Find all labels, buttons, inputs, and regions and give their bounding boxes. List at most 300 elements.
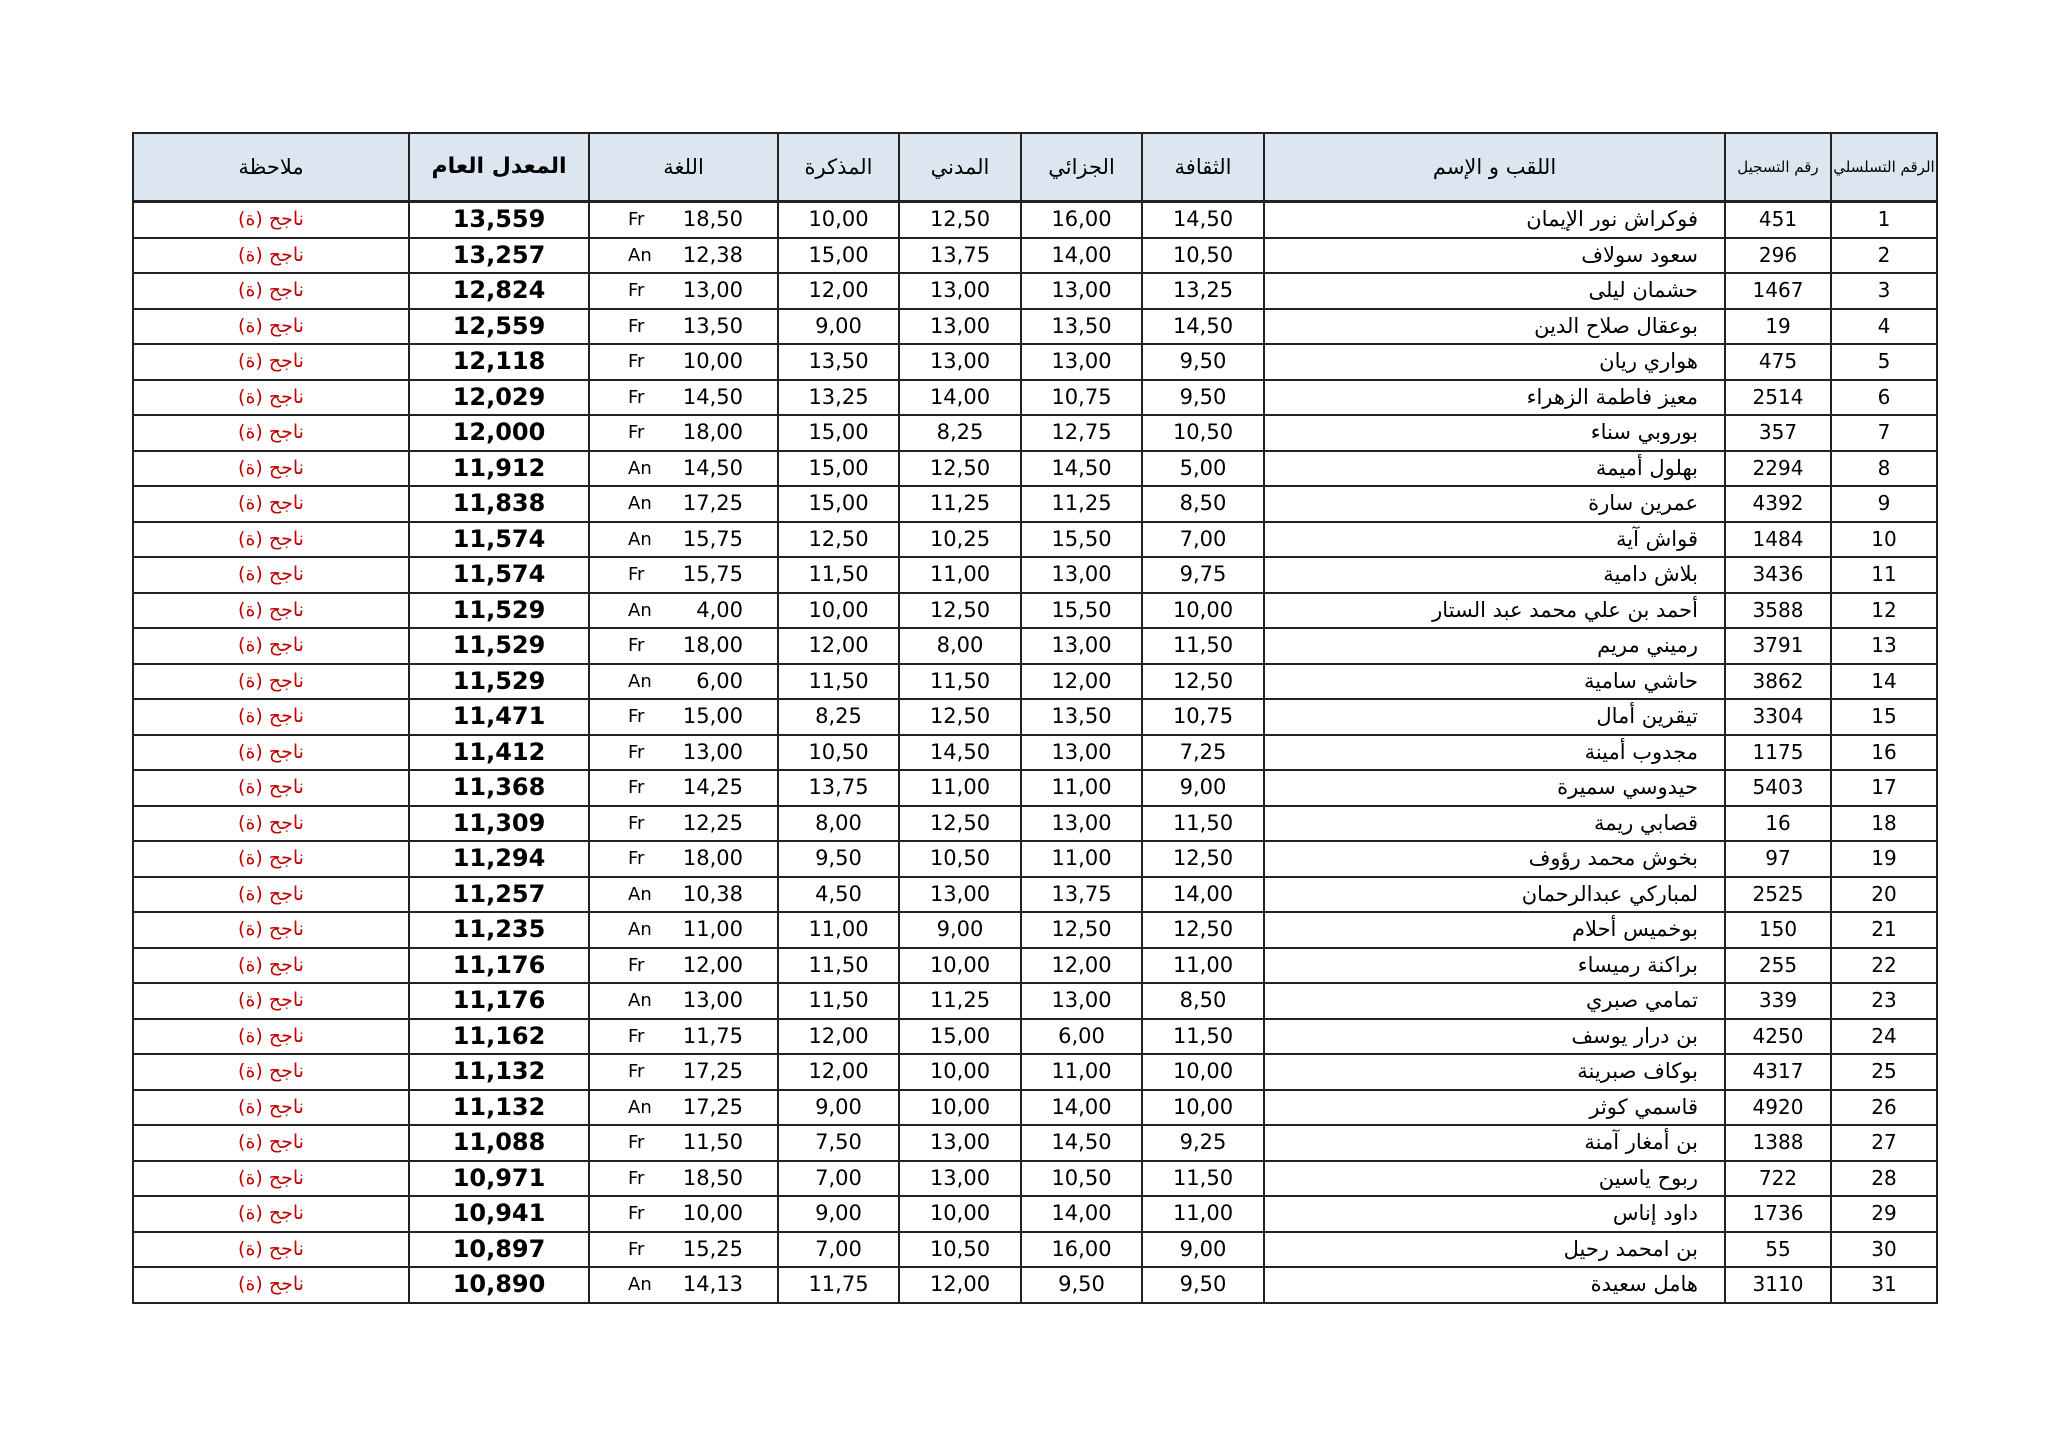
name-cell: براكنة رميساء bbox=[1264, 948, 1725, 984]
language-code: Fr bbox=[628, 422, 645, 443]
table-row bbox=[133, 1196, 1937, 1232]
registration-cell: 3304 bbox=[1725, 699, 1831, 735]
civil-cell: 8,25 bbox=[899, 415, 1021, 451]
thesis-cell: 9,00 bbox=[778, 1090, 899, 1126]
language-code: Fr bbox=[628, 741, 645, 763]
thesis-cell: 13,50 bbox=[778, 344, 899, 380]
registration-cell: 2525 bbox=[1725, 877, 1831, 913]
culture-cell: 9,00 bbox=[1142, 1232, 1264, 1268]
language-code: An bbox=[628, 1096, 652, 1118]
results-table bbox=[132, 132, 1938, 1304]
thesis-cell: 4,50 bbox=[778, 877, 899, 913]
note-cell: ناجح (ة) bbox=[133, 1232, 409, 1268]
serial-cell: 28 bbox=[1831, 1161, 1937, 1197]
culture-cell: 11,50 bbox=[1142, 806, 1264, 842]
thesis-cell: 9,00 bbox=[778, 309, 899, 345]
language-code: Fr bbox=[628, 1238, 645, 1260]
language-cell bbox=[589, 806, 778, 842]
name-cell: لمباركي عبدالرحمان bbox=[1264, 877, 1725, 913]
serial-cell: 13 bbox=[1831, 628, 1937, 664]
language-cell bbox=[589, 309, 778, 345]
registration-cell: 1736 bbox=[1725, 1196, 1831, 1232]
header-row bbox=[133, 133, 1937, 202]
language-grade: 14,50 bbox=[682, 384, 743, 409]
civil-cell: 10,00 bbox=[899, 948, 1021, 984]
civil-cell: 10,50 bbox=[899, 841, 1021, 877]
thesis-cell: 15,00 bbox=[778, 415, 899, 451]
table-row bbox=[133, 451, 1937, 487]
language-grade: 15,75 bbox=[682, 562, 743, 586]
note-cell: ناجح (ة) bbox=[133, 1267, 409, 1303]
serial-cell: 29 bbox=[1831, 1196, 1937, 1232]
note-cell: ناجح (ة) bbox=[133, 841, 409, 877]
table-row bbox=[133, 770, 1937, 806]
name-cell: مجدوب أمينة bbox=[1264, 735, 1725, 771]
name-cell: رميني مريم bbox=[1264, 628, 1725, 664]
serial-cell: 16 bbox=[1831, 735, 1937, 771]
thesis-cell: 10,00 bbox=[778, 593, 899, 629]
name-cell: بن درار يوسف bbox=[1264, 1019, 1725, 1055]
name-cell: داود إناس bbox=[1264, 1196, 1725, 1232]
language-grade: 12,38 bbox=[682, 242, 743, 267]
language-grade: 14,50 bbox=[682, 455, 743, 480]
name-cell: حيدوسي سميرة bbox=[1264, 770, 1725, 806]
average-cell: 11,132 bbox=[409, 1054, 589, 1090]
language-code: Fr bbox=[628, 848, 645, 869]
civil-cell: 12,50 bbox=[899, 451, 1021, 487]
civil-cell: 13,00 bbox=[899, 1161, 1021, 1197]
culture-cell: 12,50 bbox=[1142, 841, 1264, 877]
civil-cell: 12,50 bbox=[899, 202, 1021, 238]
language-cell bbox=[589, 1125, 778, 1161]
average-cell: 13,257 bbox=[409, 238, 589, 274]
criminal-cell: 13,00 bbox=[1021, 628, 1142, 664]
serial-cell: 6 bbox=[1831, 380, 1937, 416]
thesis-cell: 11,75 bbox=[778, 1267, 899, 1303]
serial-cell: 31 bbox=[1831, 1267, 1937, 1303]
criminal-cell: 15,50 bbox=[1021, 522, 1142, 558]
serial-cell: 25 bbox=[1831, 1054, 1937, 1090]
language-cell bbox=[589, 841, 778, 877]
culture-cell: 14,00 bbox=[1142, 877, 1264, 913]
average-cell: 11,574 bbox=[409, 522, 589, 558]
registration-cell: 97 bbox=[1725, 841, 1831, 877]
table-row bbox=[133, 1125, 1937, 1161]
criminal-cell: 13,50 bbox=[1021, 309, 1142, 345]
language-code: Fr bbox=[628, 280, 645, 301]
culture-cell: 11,00 bbox=[1142, 948, 1264, 984]
language-cell bbox=[589, 1019, 778, 1055]
criminal-cell: 14,00 bbox=[1021, 1196, 1142, 1232]
average-cell: 10,941 bbox=[409, 1196, 589, 1232]
culture-cell: 11,50 bbox=[1142, 628, 1264, 664]
language-code: An bbox=[628, 493, 652, 514]
note-cell: ناجح (ة) bbox=[133, 273, 409, 309]
language-grade: 15,75 bbox=[682, 526, 743, 551]
thesis-cell: 7,50 bbox=[778, 1125, 899, 1161]
table-row bbox=[133, 983, 1937, 1019]
name-cell: قصابي ريمة bbox=[1264, 806, 1725, 842]
average-cell: 12,824 bbox=[409, 273, 589, 309]
criminal-cell: 13,75 bbox=[1021, 877, 1142, 913]
criminal-cell: 11,25 bbox=[1021, 486, 1142, 522]
note-cell: ناجح (ة) bbox=[133, 522, 409, 558]
table-row bbox=[133, 1019, 1937, 1055]
name-cell: بلاش دامية bbox=[1264, 557, 1725, 593]
thesis-cell: 9,50 bbox=[778, 841, 899, 877]
language-grade: 6,00 bbox=[696, 668, 743, 693]
registration-cell: 2514 bbox=[1725, 380, 1831, 416]
civil-cell: 15,00 bbox=[899, 1019, 1021, 1055]
note-cell: ناجح (ة) bbox=[133, 770, 409, 806]
language-code: Fr bbox=[628, 954, 645, 976]
civil-cell: 9,00 bbox=[899, 912, 1021, 948]
thesis-cell: 13,75 bbox=[778, 770, 899, 806]
table-row bbox=[133, 912, 1937, 948]
thesis-cell: 11,50 bbox=[778, 948, 899, 984]
language-code: An bbox=[628, 883, 652, 905]
name-cell: قواش آية bbox=[1264, 522, 1725, 558]
serial-cell: 22 bbox=[1831, 948, 1937, 984]
average-cell: 12,118 bbox=[409, 344, 589, 380]
name-cell: بن امحمد رحيل bbox=[1264, 1232, 1725, 1268]
note-cell: ناجح (ة) bbox=[133, 415, 409, 451]
language-cell bbox=[589, 202, 778, 238]
civil-cell: 10,25 bbox=[899, 522, 1021, 558]
language-code: An bbox=[628, 670, 652, 692]
name-cell: بوروبي سناء bbox=[1264, 415, 1725, 451]
language-grade: 10,38 bbox=[682, 881, 743, 906]
civil-cell: 12,50 bbox=[899, 699, 1021, 735]
average-cell: 10,890 bbox=[409, 1267, 589, 1303]
language-cell bbox=[589, 451, 778, 487]
note-cell: ناجح (ة) bbox=[133, 1196, 409, 1232]
culture-cell: 9,00 bbox=[1142, 770, 1264, 806]
thesis-cell: 15,00 bbox=[778, 486, 899, 522]
average-cell: 13,559 bbox=[409, 202, 589, 238]
criminal-cell: 10,50 bbox=[1021, 1161, 1142, 1197]
criminal-cell: 10,75 bbox=[1021, 380, 1142, 416]
language-grade: 18,50 bbox=[682, 207, 743, 231]
language-code: An bbox=[628, 244, 652, 266]
registration-cell: 3791 bbox=[1725, 628, 1831, 664]
language-code: Fr bbox=[628, 777, 645, 798]
language-code: An bbox=[628, 1274, 652, 1295]
name-cell: هواري ريان bbox=[1264, 344, 1725, 380]
note-cell: ناجح (ة) bbox=[133, 309, 409, 345]
language-cell bbox=[589, 912, 778, 948]
language-grade: 18,00 bbox=[682, 420, 743, 444]
criminal-cell: 12,75 bbox=[1021, 415, 1142, 451]
language-grade: 18,00 bbox=[682, 846, 743, 870]
serial-cell: 1 bbox=[1831, 202, 1937, 238]
registration-cell: 296 bbox=[1725, 238, 1831, 274]
registration-cell: 16 bbox=[1725, 806, 1831, 842]
culture-cell: 9,75 bbox=[1142, 557, 1264, 593]
header-criminal: الجزائي bbox=[1021, 133, 1142, 202]
table-row bbox=[133, 1232, 1937, 1268]
note-cell: ناجح (ة) bbox=[133, 451, 409, 487]
registration-cell: 357 bbox=[1725, 415, 1831, 451]
serial-cell: 3 bbox=[1831, 273, 1937, 309]
registration-cell: 1388 bbox=[1725, 1125, 1831, 1161]
language-code: Fr bbox=[628, 706, 645, 727]
registration-cell: 4920 bbox=[1725, 1090, 1831, 1126]
average-cell: 11,574 bbox=[409, 557, 589, 593]
criminal-cell: 16,00 bbox=[1021, 1232, 1142, 1268]
culture-cell: 9,50 bbox=[1142, 380, 1264, 416]
language-grade: 14,13 bbox=[682, 1272, 743, 1296]
language-code: Fr bbox=[628, 1025, 645, 1047]
average-cell: 11,838 bbox=[409, 486, 589, 522]
language-cell bbox=[589, 877, 778, 913]
header-serial: الرقم التسلسلي bbox=[1831, 133, 1937, 202]
criminal-cell: 14,00 bbox=[1021, 238, 1142, 274]
language-code: Fr bbox=[628, 635, 645, 656]
name-cell: أحمد بن علي محمد عبد الستار bbox=[1264, 593, 1725, 629]
table-row bbox=[133, 1090, 1937, 1126]
note-cell: ناجح (ة) bbox=[133, 699, 409, 735]
language-code: Fr bbox=[628, 209, 645, 230]
language-cell bbox=[589, 983, 778, 1019]
average-cell: 12,559 bbox=[409, 309, 589, 345]
civil-cell: 13,75 bbox=[899, 238, 1021, 274]
table-row bbox=[133, 699, 1937, 735]
name-cell: تمامي صبري bbox=[1264, 983, 1725, 1019]
thesis-cell: 7,00 bbox=[778, 1161, 899, 1197]
language-grade: 10,00 bbox=[682, 349, 743, 373]
serial-cell: 8 bbox=[1831, 451, 1937, 487]
thesis-cell: 11,50 bbox=[778, 664, 899, 700]
language-grade: 17,25 bbox=[682, 1094, 743, 1119]
language-grade: 13,00 bbox=[682, 739, 743, 764]
name-cell: فوكراش نور الإيمان bbox=[1264, 202, 1725, 238]
language-code: An bbox=[628, 990, 652, 1011]
thesis-cell: 8,25 bbox=[778, 699, 899, 735]
language-grade: 4,00 bbox=[696, 597, 743, 622]
registration-cell: 19 bbox=[1725, 309, 1831, 345]
culture-cell: 14,50 bbox=[1142, 202, 1264, 238]
serial-cell: 5 bbox=[1831, 344, 1937, 380]
registration-cell: 3436 bbox=[1725, 557, 1831, 593]
culture-cell: 5,00 bbox=[1142, 451, 1264, 487]
serial-cell: 11 bbox=[1831, 557, 1937, 593]
registration-cell: 4317 bbox=[1725, 1054, 1831, 1090]
table-row bbox=[133, 380, 1937, 416]
average-cell: 11,257 bbox=[409, 877, 589, 913]
table-row bbox=[133, 593, 1937, 629]
registration-cell: 150 bbox=[1725, 912, 1831, 948]
average-cell: 11,309 bbox=[409, 806, 589, 842]
language-grade: 11,00 bbox=[682, 917, 743, 941]
language-cell bbox=[589, 273, 778, 309]
language-cell bbox=[589, 1267, 778, 1303]
registration-cell: 2294 bbox=[1725, 451, 1831, 487]
thesis-cell: 11,00 bbox=[778, 912, 899, 948]
criminal-cell: 13,00 bbox=[1021, 273, 1142, 309]
registration-cell: 3862 bbox=[1725, 664, 1831, 700]
criminal-cell: 13,00 bbox=[1021, 983, 1142, 1019]
average-cell: 11,529 bbox=[409, 628, 589, 664]
registration-cell: 55 bbox=[1725, 1232, 1831, 1268]
table-row bbox=[133, 344, 1937, 380]
serial-cell: 30 bbox=[1831, 1232, 1937, 1268]
thesis-cell: 12,00 bbox=[778, 1054, 899, 1090]
table-row bbox=[133, 735, 1937, 771]
language-grade: 17,25 bbox=[682, 491, 743, 515]
serial-cell: 18 bbox=[1831, 806, 1937, 842]
registration-cell: 451 bbox=[1725, 202, 1831, 238]
language-code: An bbox=[628, 919, 652, 940]
serial-cell: 12 bbox=[1831, 593, 1937, 629]
criminal-cell: 13,00 bbox=[1021, 735, 1142, 771]
average-cell: 11,912 bbox=[409, 451, 589, 487]
name-cell: معيز فاطمة الزهراء bbox=[1264, 380, 1725, 416]
registration-cell: 339 bbox=[1725, 983, 1831, 1019]
average-cell: 12,000 bbox=[409, 415, 589, 451]
language-code: Fr bbox=[628, 1167, 645, 1189]
average-cell: 10,897 bbox=[409, 1232, 589, 1268]
language-cell bbox=[589, 770, 778, 806]
note-cell: ناجح (ة) bbox=[133, 1090, 409, 1126]
language-cell bbox=[589, 699, 778, 735]
language-grade: 18,00 bbox=[682, 633, 743, 657]
civil-cell: 12,00 bbox=[899, 1267, 1021, 1303]
civil-cell: 14,00 bbox=[899, 380, 1021, 416]
registration-cell: 1484 bbox=[1725, 522, 1831, 558]
name-cell: سعود سولاف bbox=[1264, 238, 1725, 274]
average-cell: 11,529 bbox=[409, 593, 589, 629]
civil-cell: 11,00 bbox=[899, 770, 1021, 806]
registration-cell: 255 bbox=[1725, 948, 1831, 984]
name-cell: بوعقال صلاح الدين bbox=[1264, 309, 1725, 345]
average-cell: 11,368 bbox=[409, 770, 589, 806]
civil-cell: 13,00 bbox=[899, 1125, 1021, 1161]
language-grade: 13,00 bbox=[682, 988, 743, 1012]
header-language: اللغة bbox=[589, 133, 778, 202]
criminal-cell: 13,50 bbox=[1021, 699, 1142, 735]
serial-cell: 17 bbox=[1831, 770, 1937, 806]
thesis-cell: 11,50 bbox=[778, 557, 899, 593]
average-cell: 11,088 bbox=[409, 1125, 589, 1161]
criminal-cell: 11,00 bbox=[1021, 770, 1142, 806]
name-cell: بوخميس أحلام bbox=[1264, 912, 1725, 948]
serial-cell: 15 bbox=[1831, 699, 1937, 735]
thesis-cell: 15,00 bbox=[778, 238, 899, 274]
registration-cell: 1175 bbox=[1725, 735, 1831, 771]
serial-cell: 9 bbox=[1831, 486, 1937, 522]
table-body bbox=[133, 202, 1937, 1303]
language-code: Fr bbox=[628, 351, 645, 372]
note-cell: ناجح (ة) bbox=[133, 877, 409, 913]
language-grade: 10,00 bbox=[682, 1201, 743, 1225]
average-cell: 11,176 bbox=[409, 948, 589, 984]
serial-cell: 20 bbox=[1831, 877, 1937, 913]
language-code: Fr bbox=[628, 1061, 645, 1082]
note-cell: ناجح (ة) bbox=[133, 912, 409, 948]
serial-cell: 7 bbox=[1831, 415, 1937, 451]
note-cell: ناجح (ة) bbox=[133, 1054, 409, 1090]
criminal-cell: 11,00 bbox=[1021, 1054, 1142, 1090]
criminal-cell: 13,00 bbox=[1021, 557, 1142, 593]
language-code: An bbox=[628, 528, 652, 550]
criminal-cell: 12,50 bbox=[1021, 912, 1142, 948]
culture-cell: 11,50 bbox=[1142, 1161, 1264, 1197]
table-row bbox=[133, 628, 1937, 664]
table-row bbox=[133, 415, 1937, 451]
language-cell bbox=[589, 735, 778, 771]
header-registration: رقم التسجيل bbox=[1725, 133, 1831, 202]
serial-cell: 24 bbox=[1831, 1019, 1937, 1055]
civil-cell: 11,50 bbox=[899, 664, 1021, 700]
criminal-cell: 13,00 bbox=[1021, 806, 1142, 842]
criminal-cell: 15,50 bbox=[1021, 593, 1142, 629]
language-cell bbox=[589, 948, 778, 984]
thesis-cell: 10,00 bbox=[778, 202, 899, 238]
language-cell bbox=[589, 380, 778, 416]
language-cell bbox=[589, 593, 778, 629]
note-cell: ناجح (ة) bbox=[133, 1019, 409, 1055]
culture-cell: 10,50 bbox=[1142, 415, 1264, 451]
note-cell: ناجح (ة) bbox=[133, 1125, 409, 1161]
registration-cell: 1467 bbox=[1725, 273, 1831, 309]
language-cell bbox=[589, 238, 778, 274]
thesis-cell: 10,50 bbox=[778, 735, 899, 771]
name-cell: عمرين سارة bbox=[1264, 486, 1725, 522]
serial-cell: 27 bbox=[1831, 1125, 1937, 1161]
thesis-cell: 12,00 bbox=[778, 628, 899, 664]
name-cell: بن أمغار آمنة bbox=[1264, 1125, 1725, 1161]
civil-cell: 10,00 bbox=[899, 1054, 1021, 1090]
language-code: Fr bbox=[628, 564, 645, 585]
note-cell: ناجح (ة) bbox=[133, 628, 409, 664]
civil-cell: 13,00 bbox=[899, 344, 1021, 380]
average-cell: 10,971 bbox=[409, 1161, 589, 1197]
note-cell: ناجح (ة) bbox=[133, 238, 409, 274]
thesis-cell: 9,00 bbox=[778, 1196, 899, 1232]
culture-cell: 7,25 bbox=[1142, 735, 1264, 771]
registration-cell: 475 bbox=[1725, 344, 1831, 380]
name-cell: تيقرين أمال bbox=[1264, 699, 1725, 735]
language-cell bbox=[589, 557, 778, 593]
note-cell: ناجح (ة) bbox=[133, 664, 409, 700]
criminal-cell: 14,00 bbox=[1021, 1090, 1142, 1126]
culture-cell: 10,00 bbox=[1142, 1054, 1264, 1090]
name-cell: حشمان ليلى bbox=[1264, 273, 1725, 309]
culture-cell: 10,50 bbox=[1142, 238, 1264, 274]
header-culture: الثقافة bbox=[1142, 133, 1264, 202]
header-name: اللقب و الإسم bbox=[1264, 133, 1725, 202]
name-cell: بخوش محمد رؤوف bbox=[1264, 841, 1725, 877]
average-cell: 11,162 bbox=[409, 1019, 589, 1055]
criminal-cell: 12,00 bbox=[1021, 664, 1142, 700]
language-code: An bbox=[628, 457, 652, 479]
header-civil: المدني bbox=[899, 133, 1021, 202]
civil-cell: 10,00 bbox=[899, 1090, 1021, 1126]
language-code: Fr bbox=[628, 315, 645, 337]
civil-cell: 13,00 bbox=[899, 273, 1021, 309]
culture-cell: 8,50 bbox=[1142, 486, 1264, 522]
culture-cell: 11,50 bbox=[1142, 1019, 1264, 1055]
civil-cell: 11,00 bbox=[899, 557, 1021, 593]
civil-cell: 11,25 bbox=[899, 983, 1021, 1019]
name-cell: حاشي سامية bbox=[1264, 664, 1725, 700]
table-row bbox=[133, 1054, 1937, 1090]
average-cell: 11,412 bbox=[409, 735, 589, 771]
culture-cell: 11,00 bbox=[1142, 1196, 1264, 1232]
note-cell: ناجح (ة) bbox=[133, 593, 409, 629]
criminal-cell: 14,50 bbox=[1021, 451, 1142, 487]
